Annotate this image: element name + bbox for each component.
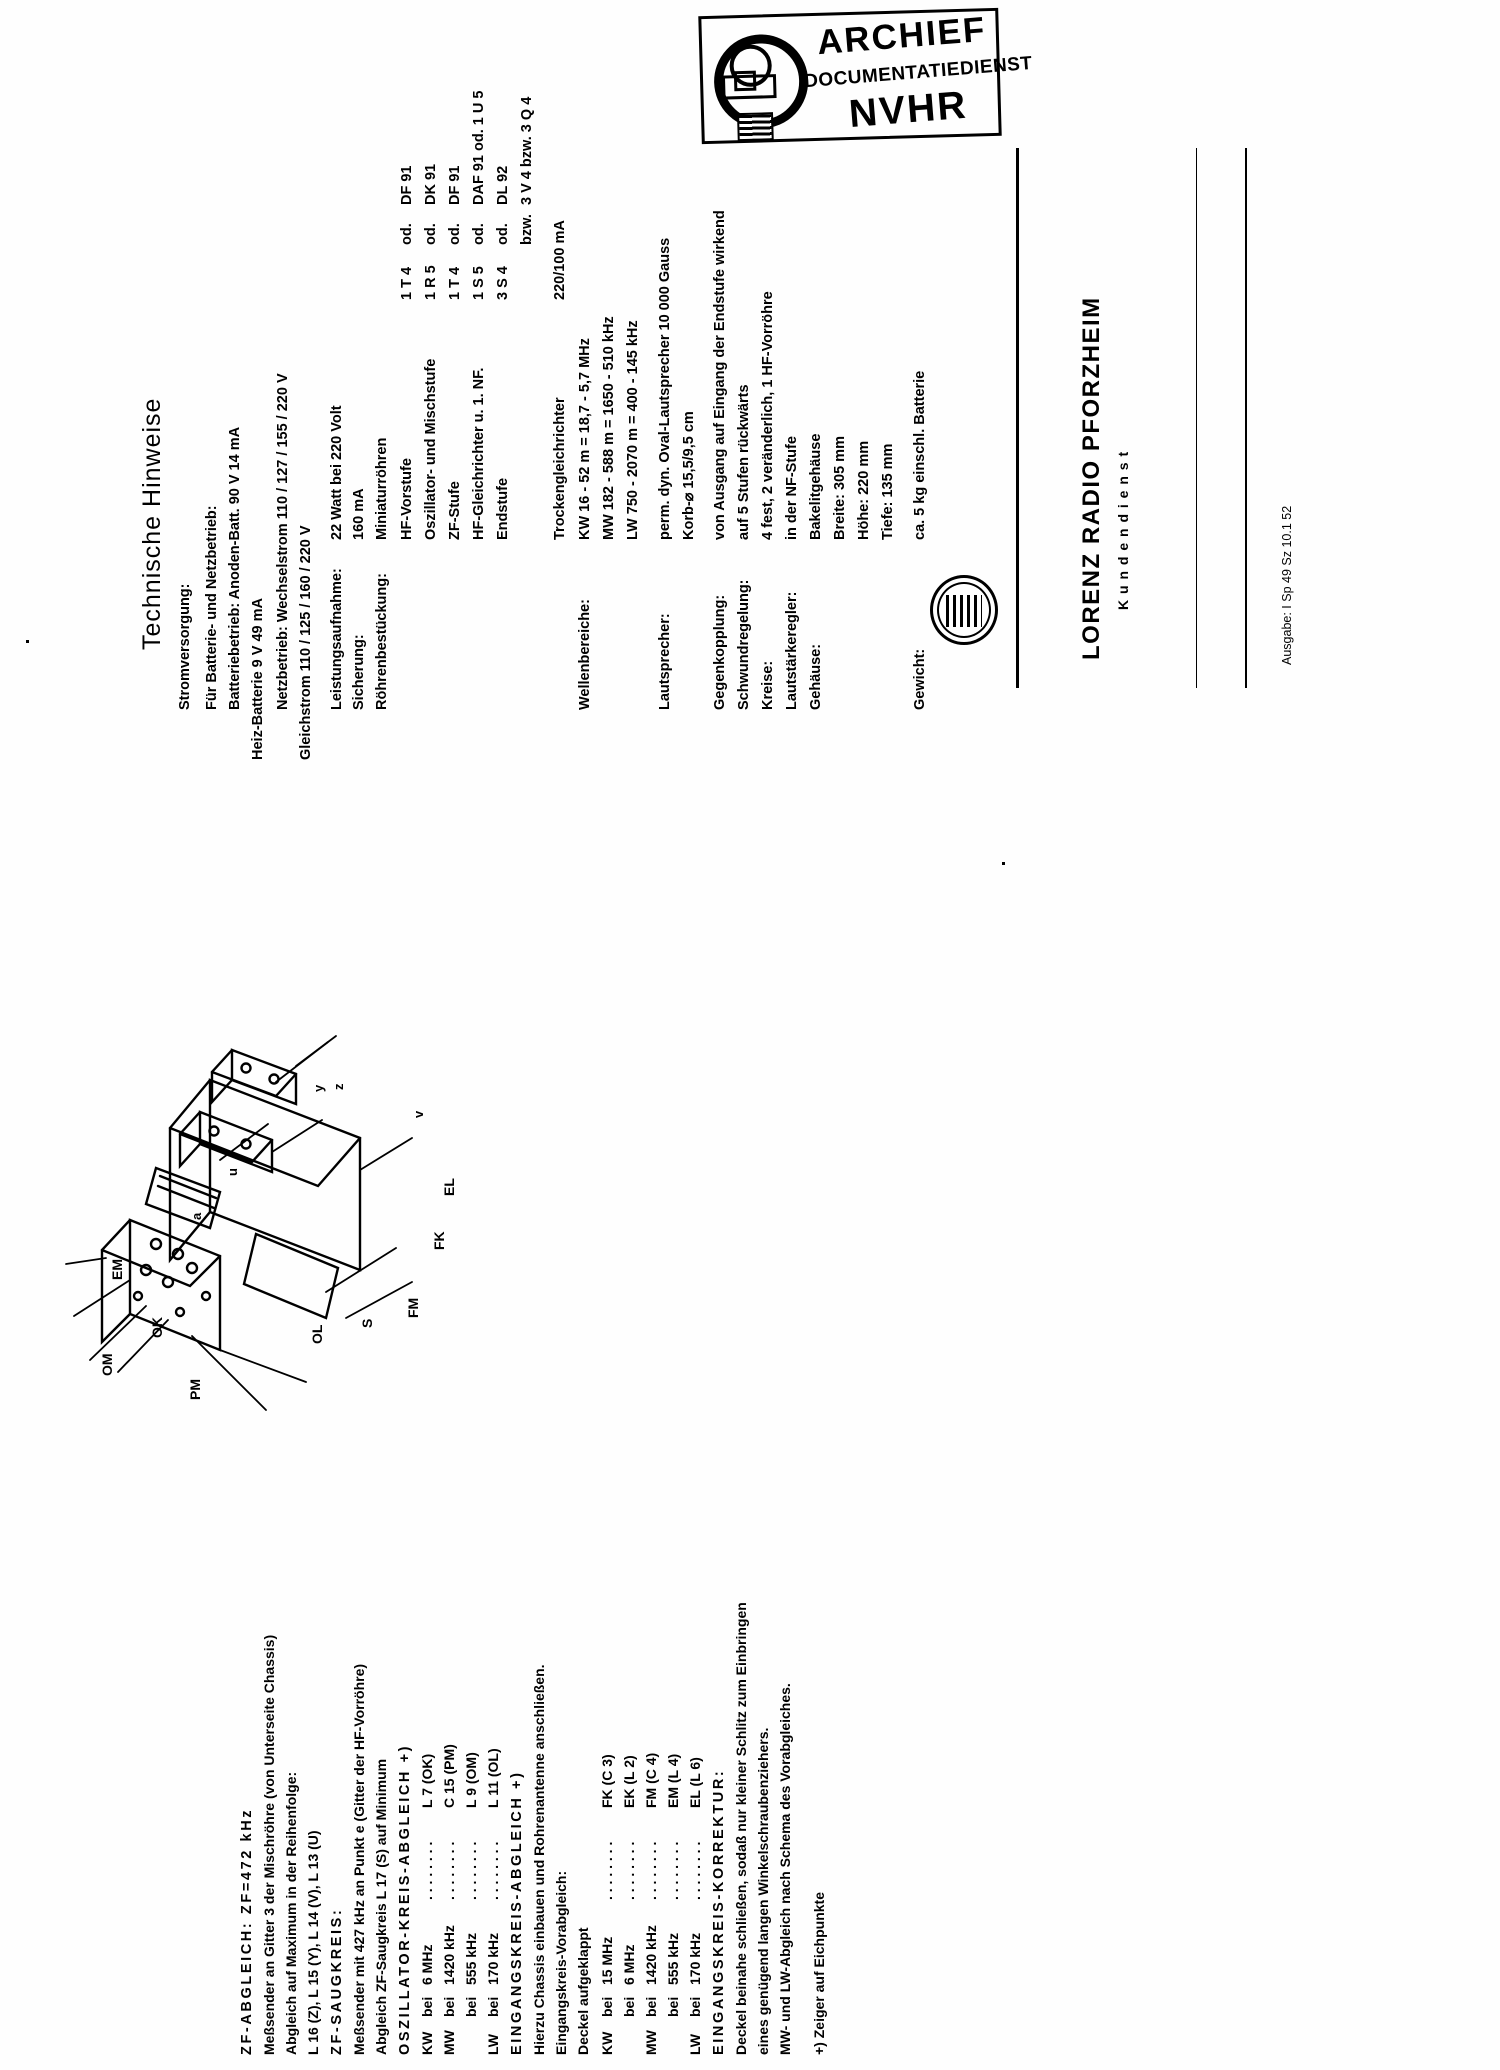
spec-value: od. [471, 223, 487, 245]
spec-label-sicherung: Sicherung: [351, 634, 367, 710]
osz-freq: 6 MHz [419, 1944, 435, 1985]
section-line: Hierzu Chassis einbauen und Rohrenantenne anschließen. [531, 1664, 547, 2055]
brand-name: LORENZ RADIO PFORZHEIM [1078, 296, 1105, 660]
spec-value: in der NF-Stufe [784, 436, 800, 540]
section-line: Deckel aufgeklappt [575, 1927, 591, 2055]
section-heading-eingangskreis-korrektur: EINGANGSKREIS-KORREKTUR: [711, 1768, 727, 2055]
osz-coil: L 11 (OL) [485, 1748, 501, 1808]
section-line: L 16 (Z), L 15 (Y), L 14 (V), L 13 (U) [305, 1830, 321, 2055]
callout-el: EL [441, 1178, 457, 1196]
spec-value: od. [495, 223, 511, 245]
eing-freq: 6 MHz [621, 1944, 637, 1985]
eing-coil: EM (L 4) [665, 1753, 681, 1808]
spec-value: Trockengleichrichter [552, 397, 568, 540]
eing-coil: EK (L 2) [621, 1755, 637, 1808]
scan-artifact [26, 640, 29, 643]
edition-rule [1196, 148, 1197, 688]
spec-label-roehrenbestueckung: Röhrenbestückung: [374, 573, 390, 710]
eing-band: MW [643, 2030, 659, 2055]
footer-rule-bottom [1245, 148, 1247, 688]
eing-at: bei [621, 1996, 637, 2017]
edition-note: Ausgabe: I Sp 49 Sz 10.1 52 [1280, 505, 1294, 665]
spec-label-leistungsaufnahme: Leistungsaufnahme: [329, 568, 345, 710]
callout-u: u [225, 1168, 240, 1176]
spec-value: Korb-⌀ 15,5/9,5 cm [681, 411, 697, 540]
callout-z: z [331, 1083, 346, 1090]
eing-band: LW [687, 2034, 703, 2055]
callout-ok: OK [149, 1317, 165, 1338]
eing-dots: . . . . . . . . [621, 1841, 637, 1900]
spec-value: perm. dyn. Oval-Lautsprecher 10 000 Gauss [657, 237, 673, 540]
brand-subtitle: K u n d e n d i e n s t [1115, 450, 1131, 610]
spec-value: 4 fest, 2 veränderlich, 1 HF-Vorröhre [760, 291, 776, 540]
osz-band: KW [419, 2031, 435, 2055]
callout-a: a [189, 1212, 204, 1220]
eing-coil: EL (L 6) [687, 1757, 703, 1808]
eing-coil: FM (C 4) [643, 1752, 659, 1808]
stamp-line-archief: ARCHIEF [815, 9, 988, 63]
osz-band: MW [441, 2030, 457, 2055]
osz-dots: . . . . . . . . [441, 1841, 457, 1900]
callout-fk: FK [431, 1231, 447, 1250]
spec-value: 1 T 4 [399, 266, 415, 300]
section-heading-zf-saugkreis: ZF-SAUGKREIS: [329, 1907, 345, 2055]
spec-value: bzw. [519, 214, 535, 245]
spec-value: von Ausgang auf Eingang der Endstufe wirkend [712, 210, 728, 540]
osz-freq: 170 kHz [485, 1932, 501, 1985]
eing-at: bei [599, 1996, 615, 2017]
spec-value: Höhe: 220 mm [856, 440, 872, 540]
callout-v: v [411, 1110, 426, 1118]
eing-freq: 170 kHz [687, 1932, 703, 1985]
spec-value: DF 91 [447, 165, 463, 205]
section-line: Abgleich ZF-Saugkreis L 17 (S) auf Minimum [373, 1758, 389, 2055]
eing-dots: . . . . . . . . [665, 1841, 681, 1900]
osz-freq: 555 kHz [463, 1932, 479, 1985]
osz-coil: C 15 (PM) [441, 1744, 457, 1808]
eing-coil: FK (C 3) [599, 1754, 615, 1808]
callout-s: S [359, 1318, 375, 1328]
eing-dots: . . . . . . . . [687, 1841, 703, 1900]
callout-ol: OL [309, 1324, 325, 1344]
osz-coil: L 7 (OK) [419, 1753, 435, 1808]
stamp-line-nvhr: NVHR [847, 83, 969, 137]
spec-value: Endstufe [495, 477, 511, 540]
eing-freq: 15 MHz [599, 1936, 615, 1985]
page-title: Technische Hinweise [138, 397, 166, 650]
spec-value: KW 16 - 52 m = 18,7 - 5,7 MHz [577, 338, 593, 540]
spec-value: Batteriebetrieb: Anoden-Batt. 90 V 14 mA [227, 426, 243, 710]
eing-band: KW [599, 2031, 615, 2055]
spec-value: MW 182 - 588 m = 1650 - 510 kHz [601, 316, 617, 540]
spec-value: Breite: 305 mm [832, 436, 848, 540]
spec-label-stromversorgung: Stromversorgung: [177, 583, 193, 710]
spec-value: 220/100 mA [552, 220, 568, 300]
eing-dots: . . . . . . . . [643, 1841, 659, 1900]
section-line: Deckel beinahe schließen, sodaß nur kleiner Schlitz zum Einbringen [733, 1602, 749, 2055]
spec-value: 160 mA [351, 488, 367, 540]
osz-coil: L 9 (OM) [463, 1752, 479, 1808]
eing-at: bei [665, 1996, 681, 2017]
spec-value: Heiz-Batterie 9 V 49 mA [250, 598, 266, 760]
spec-label-gegenkopplung: Gegenkopplung: [712, 594, 728, 710]
spec-value: Oszillator- und Mischstufe [423, 358, 439, 540]
lorenz-logo-icon [930, 575, 998, 645]
alignment-footnote: +) Zeiger auf Eichpunkte [811, 1892, 827, 2055]
spec-value: HF-Vorstufe [399, 458, 415, 540]
spec-value: 1 S 5 [471, 266, 487, 300]
section-heading-eingangskreis-abgleich: EINGANGSKREIS-ABGLEICH +) [509, 1770, 525, 2055]
spec-value: DF 91 [399, 165, 415, 205]
spec-value: ZF-Stufe [447, 481, 463, 540]
osz-dots: . . . . . . . . [485, 1841, 501, 1900]
section-line: Meßsender an Gitter 3 der Mischröhre (von Unterseite Chassis) [261, 1634, 277, 2055]
spec-value: 1 R 5 [423, 265, 439, 300]
spec-label-lautstaerkeregler: Lautstärkeregler: [784, 591, 800, 710]
eing-at: bei [687, 1996, 703, 2017]
callout-om: OM [99, 1353, 115, 1376]
callout-pm: PM [187, 1379, 203, 1400]
callout-em: EM [109, 1259, 125, 1280]
spec-value: Bakelitgehäuse [808, 433, 824, 540]
footer-rule-top [1016, 148, 1019, 688]
spec-label-gewicht: Gewicht: [912, 648, 928, 710]
osz-at: bei [463, 1996, 479, 2017]
spec-value: auf 5 Stufen rückwärts [736, 384, 752, 540]
spec-value: 22 Watt bei 220 Volt [329, 405, 345, 540]
spec-value: LW 750 - 2070 m = 400 - 145 kHz [625, 320, 641, 540]
spec-value: od. [399, 223, 415, 245]
section-line: Meßsender mit 427 kHz an Punkt e (Gitter der HF-Vorröhre) [351, 1663, 367, 2055]
osz-at: bei [419, 1996, 435, 2017]
spec-value: DAF 91 od. 1 U 5 [471, 90, 487, 205]
eing-at: bei [643, 1996, 659, 2017]
spec-value: 1 T 4 [447, 266, 463, 300]
logo-mark [946, 595, 982, 627]
section-heading-oszillator-kreis: OSZILLATOR-KREIS-ABGLEICH +) [397, 1743, 413, 2055]
spec-value: 3 V 4 bzw. 3 Q 4 [519, 96, 535, 205]
osz-freq: 1420 kHz [441, 1925, 457, 1985]
spec-value: od. [447, 223, 463, 245]
spec-value: Miniaturröhren [374, 437, 390, 540]
spec-value: ca. 5 kg einschl. Batterie [912, 370, 928, 540]
scan-artifact [1002, 862, 1005, 865]
section-line: Abgleich auf Maximum in der Reihenfolge: [283, 1771, 299, 2055]
spec-value: Gleichstrom 110 / 125 / 160 / 220 V [298, 525, 314, 760]
callout-y: y [311, 1084, 326, 1092]
eing-freq: 555 kHz [665, 1932, 681, 1985]
osz-band: LW [485, 2034, 501, 2055]
spec-value: Netzbetrieb: Wechselstrom 110 / 127 / 155 / 220 V [275, 373, 291, 710]
spec-value: 3 S 4 [495, 266, 511, 300]
technical-specifications [0, 0, 1320, 760]
spec-label-schwundregelung: Schwundregelung: [736, 579, 752, 710]
spec-value: Für Batterie- und Netzbetrieb: [204, 505, 220, 710]
section-line: eines genügend langen Winkelschraubenziehers. [755, 1727, 771, 2055]
spec-label-wellenbereiche: Wellenbereiche: [577, 599, 593, 710]
eing-freq: 1420 kHz [643, 1925, 659, 1985]
spec-value: HF-Gleichrichter u. 1. NF. [471, 367, 487, 540]
spec-label-lautsprecher: Lautsprecher: [657, 613, 673, 710]
spec-label-gehaeuse: Gehäuse: [808, 643, 824, 710]
osz-at: bei [441, 1996, 457, 2017]
alignment-instructions [0, 860, 827, 2070]
section-heading-zf-abgleich: ZF-ABGLEICH: ZF=472 kHz [239, 1807, 255, 2055]
spec-value: DL 92 [495, 165, 511, 205]
eing-dots: . . . . . . . . [599, 1841, 615, 1900]
spec-value: od. [423, 223, 439, 245]
callout-fm: FM [405, 1297, 421, 1318]
osz-dots: . . . . . . . . [463, 1841, 479, 1900]
osz-at: bei [485, 1996, 501, 2017]
section-line: MW- und LW-Abgleich nach Schema des Vorabgleiches. [777, 1683, 793, 2055]
section-line: Eingangskreis-Vorabgleich: [553, 1870, 569, 2055]
spec-value: Tiefe: 135 mm [880, 443, 896, 540]
osz-dots: . . . . . . . . [419, 1841, 435, 1900]
stamp-line-documentatiedienst: DOCUMENTATIEDIENST [803, 52, 1034, 93]
spec-label-kreise: Kreise: [760, 660, 776, 710]
spec-value: DK 91 [423, 163, 439, 205]
